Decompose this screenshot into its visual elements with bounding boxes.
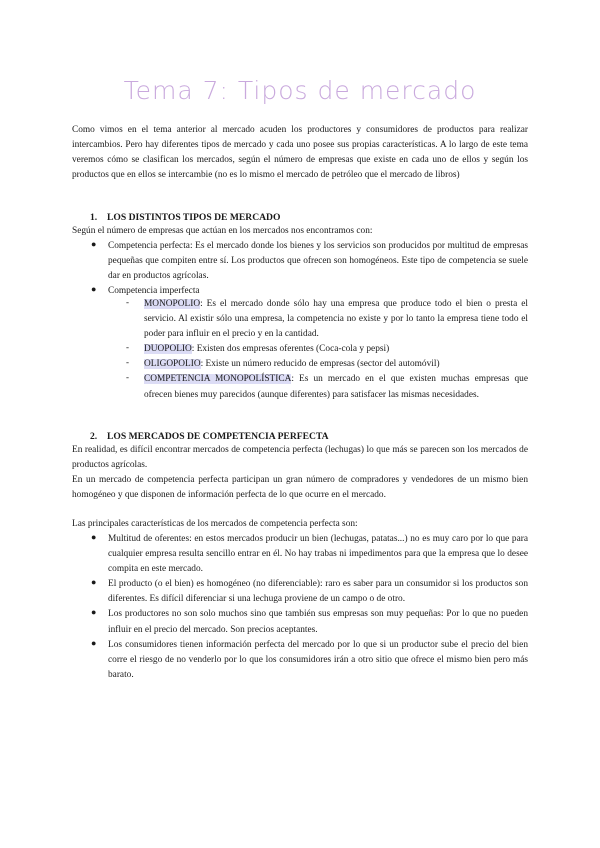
section-1-number: 1. xyxy=(90,212,98,223)
term-highlight: DUOPOLIO xyxy=(144,344,192,355)
term-definition: : Es el mercado donde sólo hay una empresa que produce todo el bien o presta el servicio. Al existir sólo una empresa, la competencia no existe y por lo tanto la empresa tiene todo el poder para influir en el precio y en la cantidad. xyxy=(144,299,528,340)
section-2-number: 2. xyxy=(90,431,98,442)
term-highlight: MONOPOLIO xyxy=(144,299,201,309)
list-item xyxy=(126,297,528,342)
intro-paragraph: Como vimos en el tema anterior al mercado acuden los productores y consumidores de productos para realizar intercambios. Pero hay diferentes tipos de mercado y cada uno posee sus propias características. A lo largo de este tema veremos cómo se clasifican los mercados, según el número de empresas que existe en cada uno de ellos y según los productos que en ellos se intercambie (no es lo mismo el mercado de petróleo que el mercado de libros) xyxy=(72,125,528,181)
section-2-title: LOS MERCADOS DE COMPETENCIA PERFECTA xyxy=(107,431,329,442)
section-2-heading xyxy=(90,429,329,444)
list-item xyxy=(90,607,528,637)
bullet-icon: ● xyxy=(91,607,97,618)
list-item-text: Competencia perfecta: Es el mercado donde los bienes y los servicios son producidos por multitud de empresas pequeñas que compiten entre sí. Los productos que ofrecen son homogéneos. Este tipo de competencia se suele dar en productos agrícolas. xyxy=(108,241,528,282)
list-item xyxy=(126,372,528,402)
list-item-text: Multitud de oferentes: en estos mercados producir un bien (lechugas, patatas...) no es muy caro por lo que para cualquier empresa resulta sencillo entrar en él. No hay trabas ni impedimentos para que la empresa que lo desee compita en este mercado. xyxy=(108,534,528,575)
term-definition: : Existe un número reducido de empresas (sector del automóvil) xyxy=(200,359,440,370)
dash-icon: - xyxy=(126,357,129,368)
bullet-icon: ● xyxy=(91,532,97,542)
section-2-bullets xyxy=(90,532,528,683)
list-item-text: Los consumidores tienen información perfecta del mercado por lo que si un productor sube el precio del bien corre el riesgo de no venderlo por lo que los consumidores irán a otro sitio que ofrece el mismo bien pero más barato. xyxy=(108,639,528,680)
list-item xyxy=(90,638,528,683)
term-definition: : Es un mercado en el que existen muchas empresas que ofrecen bienes muy parecidos (aunque diferentes) para satisfacer las mismas necesidades. xyxy=(144,374,528,400)
list-item-text: Competencia imperfecta xyxy=(108,286,200,297)
term-highlight: OLIGOPOLIO xyxy=(144,359,201,370)
list-item-text: El producto (o el bien) es homogéneo (no diferenciable): raro es saber para un consumidor si los productos son diferentes. Es difícil diferenciar si una lechuga proviene de un campo o de otro. xyxy=(108,579,528,605)
bullet-icon: ● xyxy=(91,284,97,295)
section-1-bullets xyxy=(90,239,528,299)
list-item xyxy=(90,532,528,577)
list-item xyxy=(90,239,528,284)
section-1-title: LOS DISTINTOS TIPOS DE MERCADO xyxy=(107,212,281,223)
dash-icon: - xyxy=(126,372,129,383)
section-2-lead: Las principales características de los mercados de competencia perfecta son: xyxy=(72,519,358,529)
section-1-heading xyxy=(90,210,280,225)
section-2-paragraph-1: En realidad, es difícil encontrar mercados de competencia perfecta (lechugas) lo que más se parecen son los mercados de productos agrícolas. xyxy=(72,445,528,471)
bullet-icon: ● xyxy=(91,239,97,249)
list-item xyxy=(126,357,528,372)
dash-icon: - xyxy=(126,342,129,353)
bullet-icon: ● xyxy=(91,577,97,588)
competencia-imperfecta-subitems xyxy=(126,297,528,403)
dash-icon: - xyxy=(126,297,129,307)
list-item xyxy=(126,342,528,357)
page-title: Tema 7: Tipos de mercado xyxy=(123,76,477,105)
term-definition: : Existen dos empresas oferentes (Coca-cola y pepsi) xyxy=(191,344,390,355)
list-item xyxy=(90,577,528,607)
list-item-text: Los productores no son solo muchos sino que también sus empresas son muy pequeñas: Por lo que no pueden influir en el precio del mercado. Son precios aceptantes. xyxy=(108,609,528,635)
section-2-paragraph-2: En un mercado de competencia perfecta participan un gran número de compradores y vendedores de un mismo bien homogéneo y que disponen de información perfecta de lo que ocurre en el mercado. xyxy=(72,475,528,501)
bullet-icon: ● xyxy=(91,637,97,648)
term-highlight: COMPETENCIA MONOPOLÍSTICA xyxy=(144,374,292,385)
section-1-lead: Según el número de empresas que actúan en los mercados nos encontramos con: xyxy=(72,226,373,236)
